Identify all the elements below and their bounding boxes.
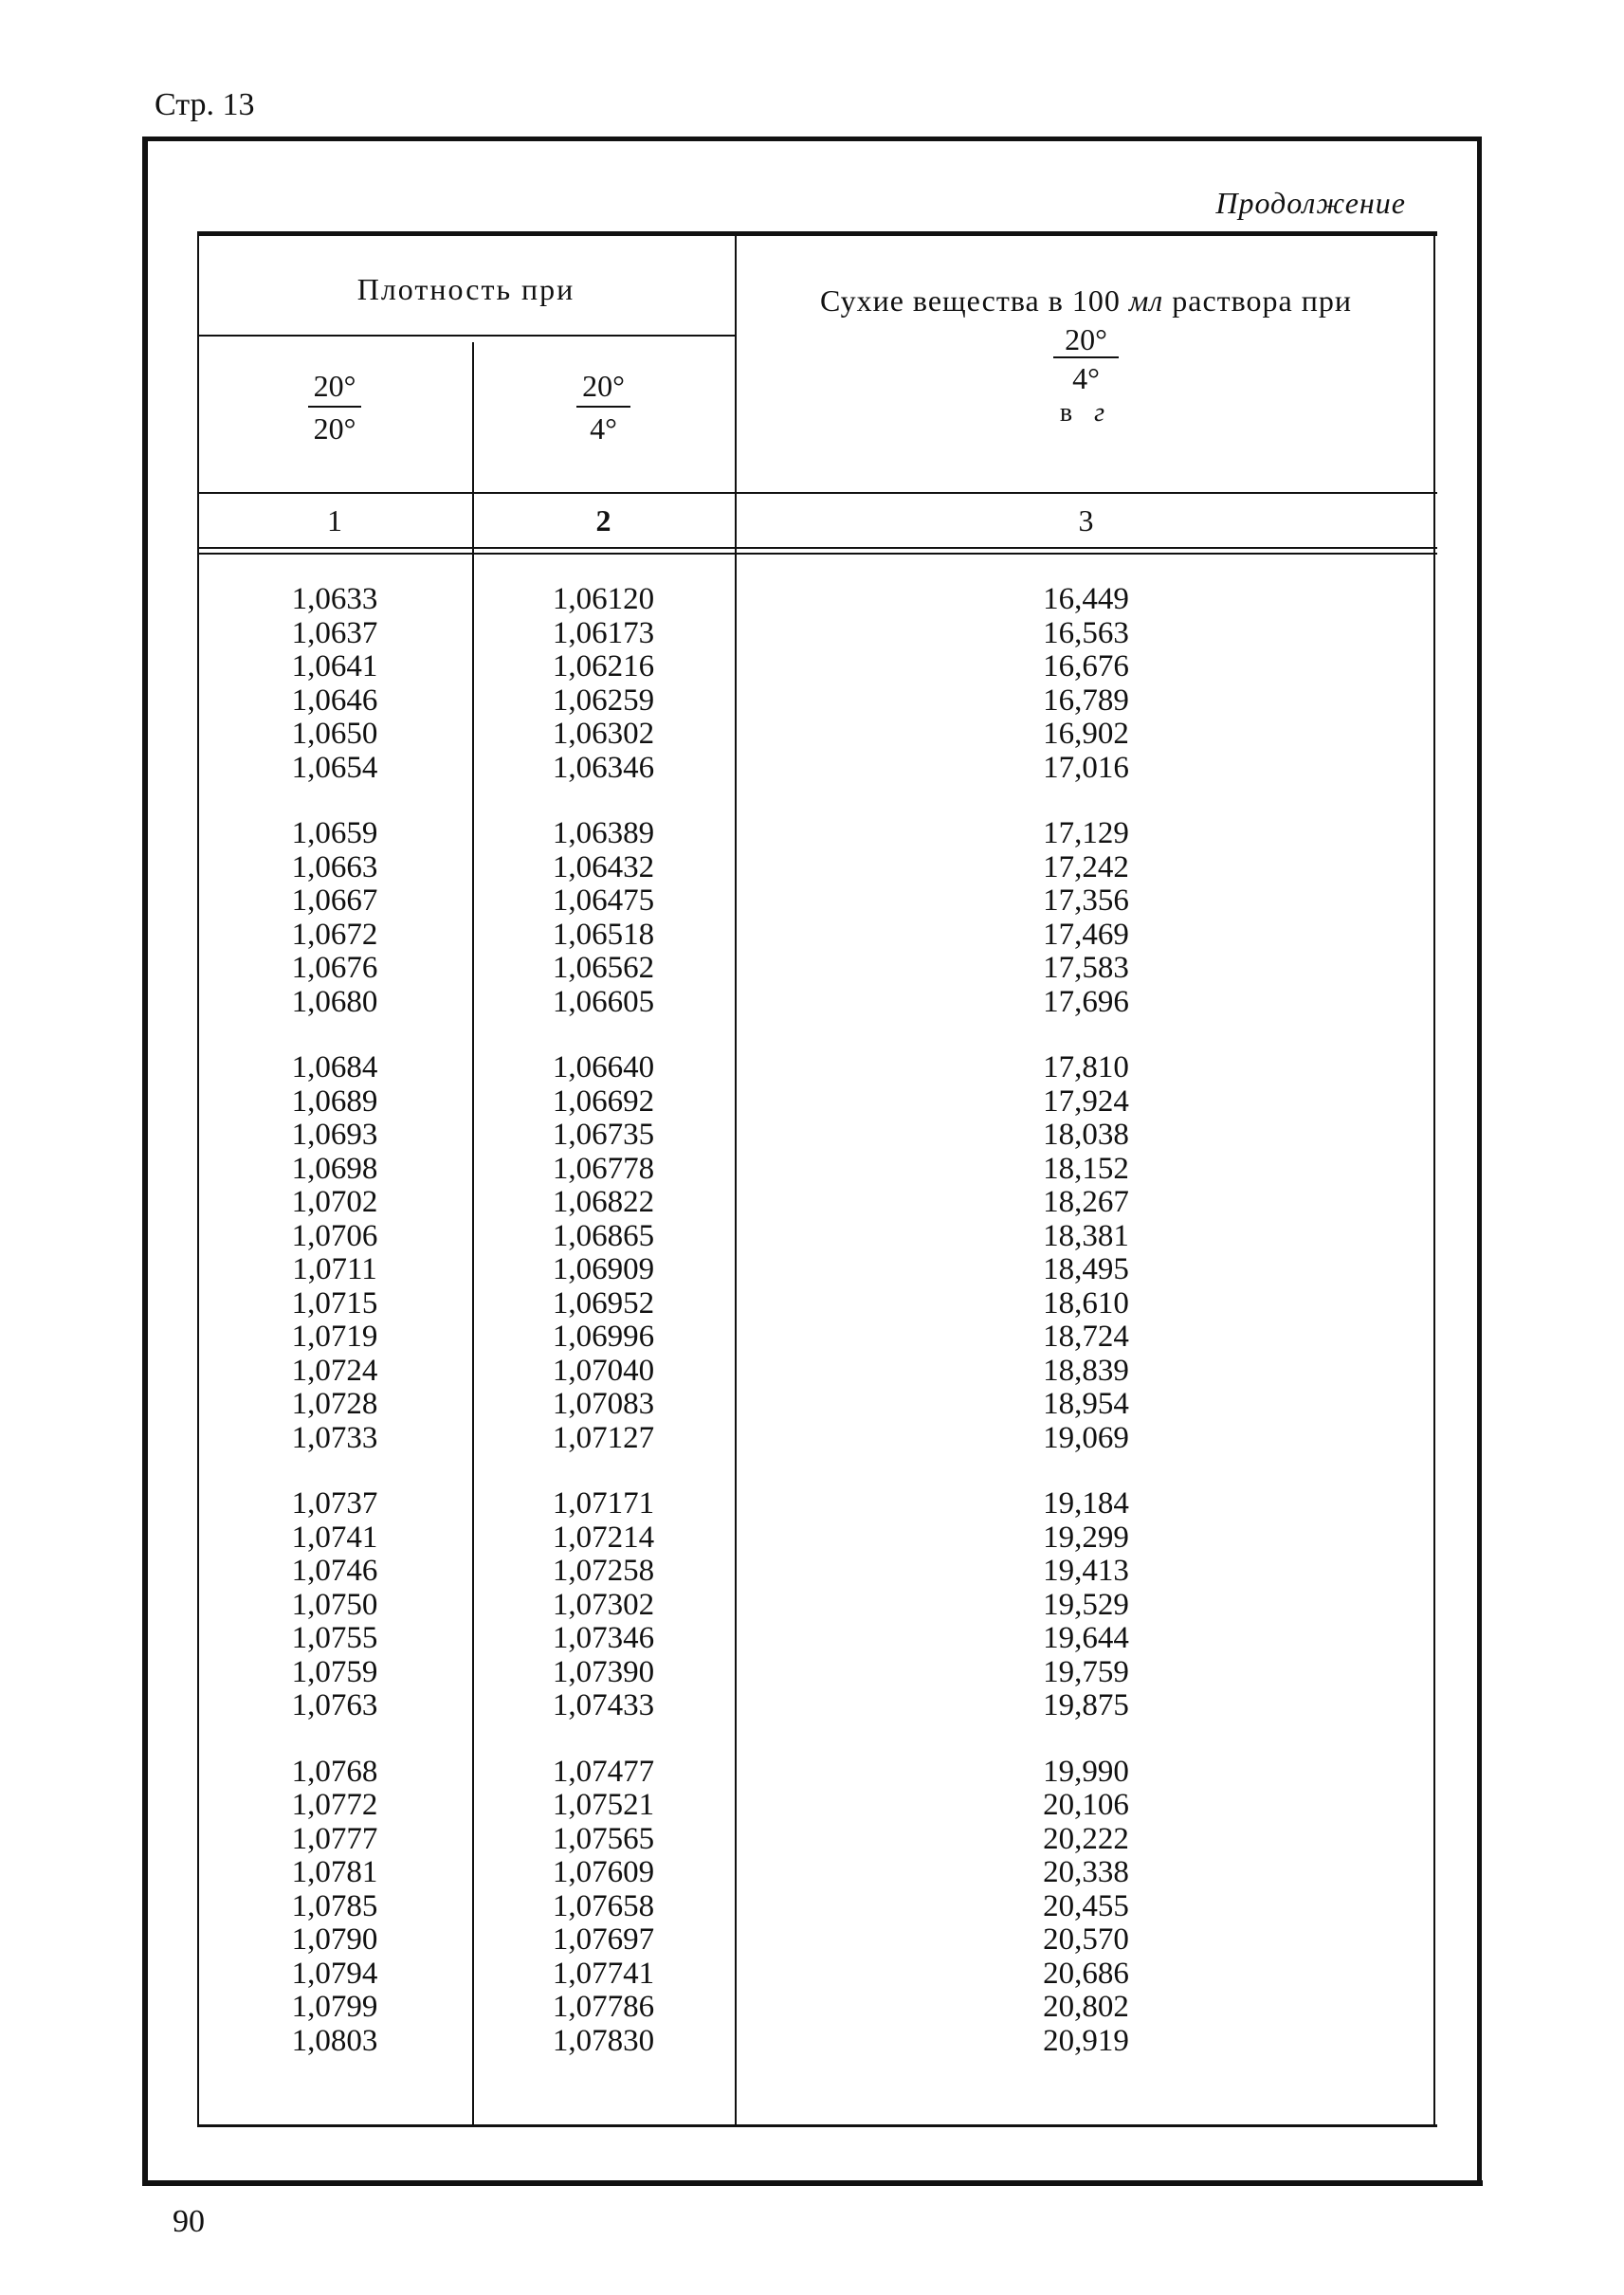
- density-20-20-cell: 1,0777: [291, 1821, 378, 1856]
- frame-left-border: [142, 137, 148, 2186]
- density-20-4-cell: 1,06778: [552, 1151, 655, 1186]
- dry-substance-cell: 16,563: [1043, 615, 1129, 650]
- density-20-20-cell: 1,0646: [291, 683, 378, 718]
- col2-denominator: 4°: [590, 410, 617, 446]
- table-row: [197, 1153, 1437, 1187]
- density-20-4-cell: 1,06120: [552, 582, 655, 616]
- col1-denominator: 20°: [313, 410, 356, 446]
- density-20-20-cell: 1,0693: [291, 1118, 378, 1152]
- dry-substance-cell: 17,810: [1043, 1050, 1129, 1084]
- density-20-20-cell: 1,0794: [291, 1956, 378, 1991]
- continuation-label: Продолжение: [1215, 186, 1406, 220]
- density-20-4-cell: 1,07697: [552, 1922, 655, 1957]
- dry-substance-cell: 18,954: [1043, 1387, 1129, 1421]
- table-row: [197, 1622, 1437, 1656]
- density-20-20-cell: 1,0706: [291, 1218, 378, 1253]
- density-20-20-cell: 1,0663: [291, 849, 378, 884]
- density-20-20-cell: 1,0680: [291, 984, 378, 1019]
- table-row: [197, 1051, 1437, 1085]
- col2-numerator: 20°: [576, 369, 630, 408]
- table-row: [197, 1253, 1437, 1287]
- table-row: [197, 583, 1437, 617]
- column-number-2: 2: [595, 503, 611, 537]
- density-20-20-cell: 1,0755: [291, 1621, 378, 1655]
- dry-substance-cell: 19,875: [1043, 1688, 1129, 1722]
- density-20-20-cell: 1,0781: [291, 1855, 378, 1889]
- density-20-20-cell: 1,0672: [291, 917, 378, 952]
- table-row: [197, 684, 1437, 719]
- dry-substance-cell: 17,129: [1043, 816, 1129, 850]
- dry-substance-cell: 16,676: [1043, 649, 1129, 683]
- table-row: [197, 1656, 1437, 1690]
- dry-substance-cell: 17,356: [1043, 883, 1129, 918]
- table-row: [197, 952, 1437, 986]
- density-20-4-cell: 1,07346: [552, 1621, 655, 1655]
- density-20-20-cell: 1,0719: [291, 1320, 378, 1354]
- dry-substance-cell: 20,802: [1043, 1990, 1129, 2024]
- dry-substance-cell: 20,106: [1043, 1788, 1129, 1822]
- colnum-rule-a: [197, 547, 1437, 549]
- dry-substance-cell: 19,184: [1043, 1486, 1129, 1521]
- dry-substance-cell: 16,449: [1043, 582, 1129, 616]
- dry-substance-cell: 19,069: [1043, 1420, 1129, 1455]
- table-row: [197, 1689, 1437, 1723]
- row-group: [197, 1487, 1437, 1723]
- table-row: [197, 617, 1437, 651]
- table-row: [197, 1856, 1437, 1890]
- column-number-1: 1: [327, 503, 342, 537]
- density-20-20-cell: 1,0641: [291, 649, 378, 683]
- dry-substance-cell: 19,529: [1043, 1587, 1129, 1622]
- density-20-20-cell: 1,0750: [291, 1587, 378, 1622]
- density-20-4-cell: 1,06346: [552, 750, 655, 785]
- frame-bottom-border: [142, 2180, 1483, 2186]
- table-row: [197, 1186, 1437, 1220]
- dry-title-post: раствора при: [1172, 283, 1352, 318]
- col2-fraction: [472, 369, 735, 446]
- row-group: [197, 1051, 1437, 1455]
- table-row: [197, 1923, 1437, 1958]
- density-20-4-cell: 1,06640: [552, 1050, 655, 1084]
- table-row: [197, 650, 1437, 684]
- dry-substance-cell: 16,902: [1043, 717, 1129, 751]
- dry-substance-title: [735, 283, 1437, 319]
- table-row: [197, 1220, 1437, 1254]
- dry-substance-cell: 18,267: [1043, 1185, 1129, 1219]
- density-20-20-cell: 1,0633: [291, 582, 378, 616]
- density-20-4-cell: 1,06302: [552, 717, 655, 751]
- density-20-20-cell: 1,0667: [291, 883, 378, 918]
- density-20-20-cell: 1,0676: [291, 951, 378, 985]
- density-20-20-cell: 1,0711: [292, 1252, 377, 1286]
- col1-numerator: 20°: [308, 369, 362, 408]
- density-20-4-cell: 1,06432: [552, 849, 655, 884]
- density-20-20-cell: 1,0702: [291, 1185, 378, 1219]
- density-20-20-cell: 1,0654: [291, 750, 378, 785]
- dry-substance-cell: 20,919: [1043, 2023, 1129, 2058]
- dry-substance-cell: 20,570: [1043, 1922, 1129, 1957]
- density-20-20-cell: 1,0689: [291, 1084, 378, 1119]
- density-20-20-cell: 1,0790: [291, 1922, 378, 1957]
- density-20-20-cell: 1,0650: [291, 717, 378, 751]
- dry-substance-cell: 18,495: [1043, 1252, 1129, 1286]
- density-20-4-cell: 1,07521: [552, 1788, 655, 1822]
- table-row: [197, 1388, 1437, 1422]
- dry-substance-cell: 16,789: [1043, 683, 1129, 718]
- dry-substance-cell: 20,338: [1043, 1855, 1129, 1889]
- table-row: [197, 1958, 1437, 1992]
- density-20-20-cell: 1,0728: [291, 1387, 378, 1421]
- dry-substance-cell: 18,610: [1043, 1285, 1129, 1321]
- table-row: [197, 1991, 1437, 2025]
- column-number-3: 3: [1078, 503, 1094, 537]
- dry-substance-cell: 18,038: [1043, 1118, 1129, 1152]
- density-20-20-cell: 1,0763: [291, 1688, 378, 1722]
- density-20-20-cell: 1,0741: [291, 1520, 378, 1555]
- data-table: [197, 231, 1437, 2127]
- dry-substance-cell: 19,759: [1043, 1654, 1129, 1689]
- col1-fraction: [197, 369, 472, 446]
- density-20-4-cell: 1,06562: [552, 951, 655, 985]
- density-20-20-cell: 1,0659: [291, 816, 378, 850]
- dry-substance-cell: 17,583: [1043, 951, 1129, 985]
- density-20-20-cell: 1,0737: [291, 1486, 378, 1521]
- table-row: [197, 1355, 1437, 1389]
- row-group: [197, 583, 1437, 785]
- table-row: [197, 919, 1437, 953]
- table-row: [197, 2025, 1437, 2059]
- table-row: [197, 1789, 1437, 1823]
- table-row: [197, 1555, 1437, 1589]
- dry-title-pre: Сухие вещества в 100: [820, 283, 1121, 318]
- dry-substance-cell: 18,381: [1043, 1218, 1129, 1253]
- density-20-4-cell: 1,06735: [552, 1118, 655, 1152]
- dry-substance-cell: 19,413: [1043, 1554, 1129, 1588]
- table-row: [197, 1487, 1437, 1521]
- table-row: [197, 1823, 1437, 1857]
- row-group: [197, 817, 1437, 1019]
- density-20-20-cell: 1,0799: [291, 1990, 378, 2024]
- density-20-4-cell: 1,07083: [552, 1387, 655, 1421]
- dry-substance-cell: 19,644: [1043, 1621, 1129, 1655]
- density-20-4-cell: 1,07040: [552, 1353, 655, 1388]
- density-20-4-cell: 1,06822: [552, 1185, 655, 1219]
- density-20-20-cell: 1,0684: [291, 1050, 378, 1084]
- table-row: [197, 718, 1437, 752]
- density-20-20-cell: 1,0768: [291, 1754, 378, 1789]
- page-number: 90: [173, 2204, 205, 2239]
- density-20-4-cell: 1,06259: [552, 683, 655, 718]
- dry-substance-cell: 17,696: [1043, 984, 1129, 1019]
- density-20-4-cell: 1,07258: [552, 1554, 655, 1588]
- density-20-4-cell: 1,07171: [552, 1486, 655, 1521]
- density-20-4-cell: 1,07830: [552, 2023, 655, 2058]
- table-row: [197, 884, 1437, 919]
- dry-substance-cell: 17,242: [1043, 849, 1129, 884]
- table-row: [197, 1890, 1437, 1924]
- table-row: [197, 1756, 1437, 1790]
- density-20-4-cell: 1,07477: [552, 1754, 655, 1789]
- density-20-4-cell: 1,06952: [552, 1285, 655, 1321]
- dry-substance-cell: 17,469: [1043, 917, 1129, 952]
- table-body: [197, 583, 1437, 2090]
- density-20-4-cell: 1,07214: [552, 1520, 655, 1555]
- density-20-4-cell: 1,06909: [552, 1252, 655, 1286]
- density-20-4-cell: 1,07658: [552, 1888, 655, 1923]
- density-20-20-cell: 1,0759: [291, 1654, 378, 1689]
- density-20-4-cell: 1,06692: [552, 1084, 655, 1119]
- density-20-20-cell: 1,0698: [291, 1151, 378, 1186]
- col3-numerator: 20°: [1053, 323, 1119, 358]
- density-20-4-cell: 1,06389: [552, 816, 655, 850]
- col3-denominator: 4°: [1072, 361, 1100, 396]
- density-20-20-cell: 1,0785: [291, 1888, 378, 1923]
- dry-substance-cell: 18,152: [1043, 1151, 1129, 1186]
- table-row: [197, 986, 1437, 1020]
- frame-right-border: [1477, 137, 1482, 2186]
- density-20-4-cell: 1,06605: [552, 984, 655, 1019]
- density-20-20-cell: 1,0715: [291, 1285, 378, 1321]
- table-row: [197, 1321, 1437, 1355]
- density-20-20-cell: 1,0637: [291, 615, 378, 650]
- density-20-4-cell: 1,06518: [552, 917, 655, 952]
- density-20-4-cell: 1,06865: [552, 1218, 655, 1253]
- dry-substance-cell: 20,686: [1043, 1956, 1129, 1991]
- colnum-rule-b: [197, 553, 1437, 555]
- density-20-20-cell: 1,0724: [291, 1353, 378, 1388]
- table-row: [197, 1422, 1437, 1456]
- density-header-rule: [197, 335, 735, 337]
- table-row: [197, 752, 1437, 786]
- table-row: [197, 1085, 1437, 1120]
- col3-unit: в г: [1059, 397, 1113, 428]
- table-row: [197, 851, 1437, 885]
- density-20-4-cell: 1,06996: [552, 1320, 655, 1354]
- dry-substance-cell: 20,455: [1043, 1888, 1129, 1923]
- row-group: [197, 1756, 1437, 2059]
- dry-substance-cell: 19,990: [1043, 1754, 1129, 1789]
- density-20-20-cell: 1,0772: [291, 1788, 378, 1822]
- dry-title-unit: мл: [1128, 283, 1164, 318]
- density-20-4-cell: 1,06173: [552, 615, 655, 650]
- density-20-4-cell: 1,07565: [552, 1821, 655, 1856]
- density-20-4-cell: 1,07127: [552, 1420, 655, 1455]
- table-row: [197, 817, 1437, 851]
- dry-substance-cell: 18,839: [1043, 1353, 1129, 1388]
- density-20-4-cell: 1,07390: [552, 1654, 655, 1689]
- table-row: [197, 1589, 1437, 1623]
- table-row: [197, 1521, 1437, 1556]
- density-20-20-cell: 1,0746: [291, 1554, 378, 1588]
- density-20-4-cell: 1,06216: [552, 649, 655, 683]
- density-20-4-cell: 1,07302: [552, 1587, 655, 1622]
- density-20-20-cell: 1,0803: [291, 2023, 378, 2058]
- density-20-4-cell: 1,07786: [552, 1990, 655, 2024]
- page-reference: Стр. 13: [155, 87, 255, 122]
- col3-fraction: [735, 323, 1437, 428]
- density-20-4-cell: 1,07609: [552, 1855, 655, 1889]
- dry-substance-cell: 18,724: [1043, 1320, 1129, 1354]
- table-row: [197, 1119, 1437, 1153]
- density-20-20-cell: 1,0733: [291, 1420, 378, 1455]
- frame-top-border: [145, 137, 1482, 141]
- header-bottom-rule: [197, 492, 1437, 494]
- density-20-4-cell: 1,07741: [552, 1956, 655, 1991]
- density-20-4-cell: 1,07433: [552, 1688, 655, 1722]
- density-title: Плотность при: [356, 272, 575, 306]
- density-20-4-cell: 1,06475: [552, 883, 655, 918]
- dry-substance-cell: 17,924: [1043, 1084, 1129, 1119]
- dry-substance-cell: 19,299: [1043, 1520, 1129, 1555]
- dry-substance-cell: 17,016: [1043, 750, 1129, 785]
- dry-substance-cell: 20,222: [1043, 1821, 1129, 1856]
- table-row: [197, 1287, 1437, 1321]
